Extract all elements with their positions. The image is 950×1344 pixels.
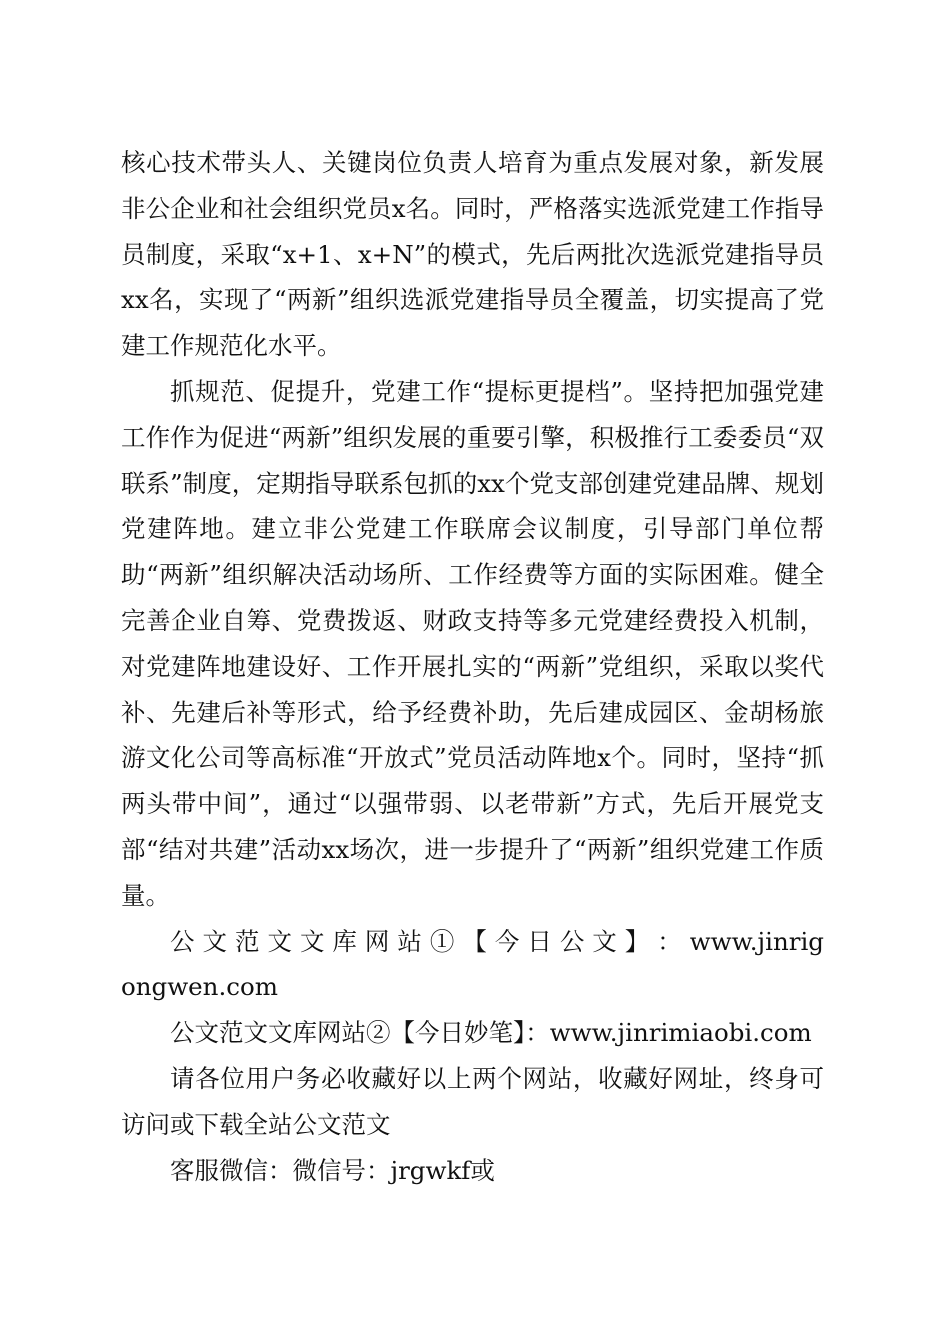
bookmark-reminder: 请各位用户务必收藏好以上两个网站，收藏好网址，终身可访问或下载全站公文范文 — [121, 1063, 824, 1139]
website-1-line: 公 文 范 文 文 库 网 站 ① 【 今 日 公 文 】 ： www.jinrigongwen.com — [121, 926, 824, 1002]
document-body — [121, 140, 824, 1193]
website-2-line: 公文范文文库网站②【今日妙笔】：www.jinrimiaobi.com — [170, 1018, 812, 1048]
paragraph-standardization: 抓规范、促提升，党建工作“提标更提档”。坚持把加强党建工作作为促进“两新”组织发展的重要引擎，积极推行工委委员“双联系”制度，定期指导联系包抓的xx个党支部创建党建品牌、规划党建阵地。建立非公党建工作联席会议制度，引导部门单位帮助“两新”组织解决活动场所、工作经费等方面的实际困难。健全完善企业自筹、党费拨返、财政支持等多元党建经费投入机制，对党建阵地建设好、工作开展扎实的“两新”党组织，采取以奖代补、先建后补等形式，给予经费补助，先后建成园区、金胡杨旅游文化公司等高标准“开放式”党员活动阵地x个。同时，坚持“抓两头带中间”，通过“以强带弱、以老带新”方式，先后开展党支部“结对共建”活动xx场次，进一步提升了“两新”组织党建工作质量。 — [121, 376, 824, 910]
customer-service-wechat: 客服微信：微信号：jrgwkf或 — [170, 1155, 495, 1185]
paragraph-party-instructors: 核心技术带头人、关键岗位负责人培育为重点发展对象，新发展非公企业和社会组织党员x名。同时，严格落实选派党建工作指导员制度，采取“x+1、x+N”的模式，先后两批次选派党建指导员xx名，实现了“两新”组织选派党建指导员全覆盖，切实提高了党建工作规范化水平。 — [121, 148, 824, 361]
